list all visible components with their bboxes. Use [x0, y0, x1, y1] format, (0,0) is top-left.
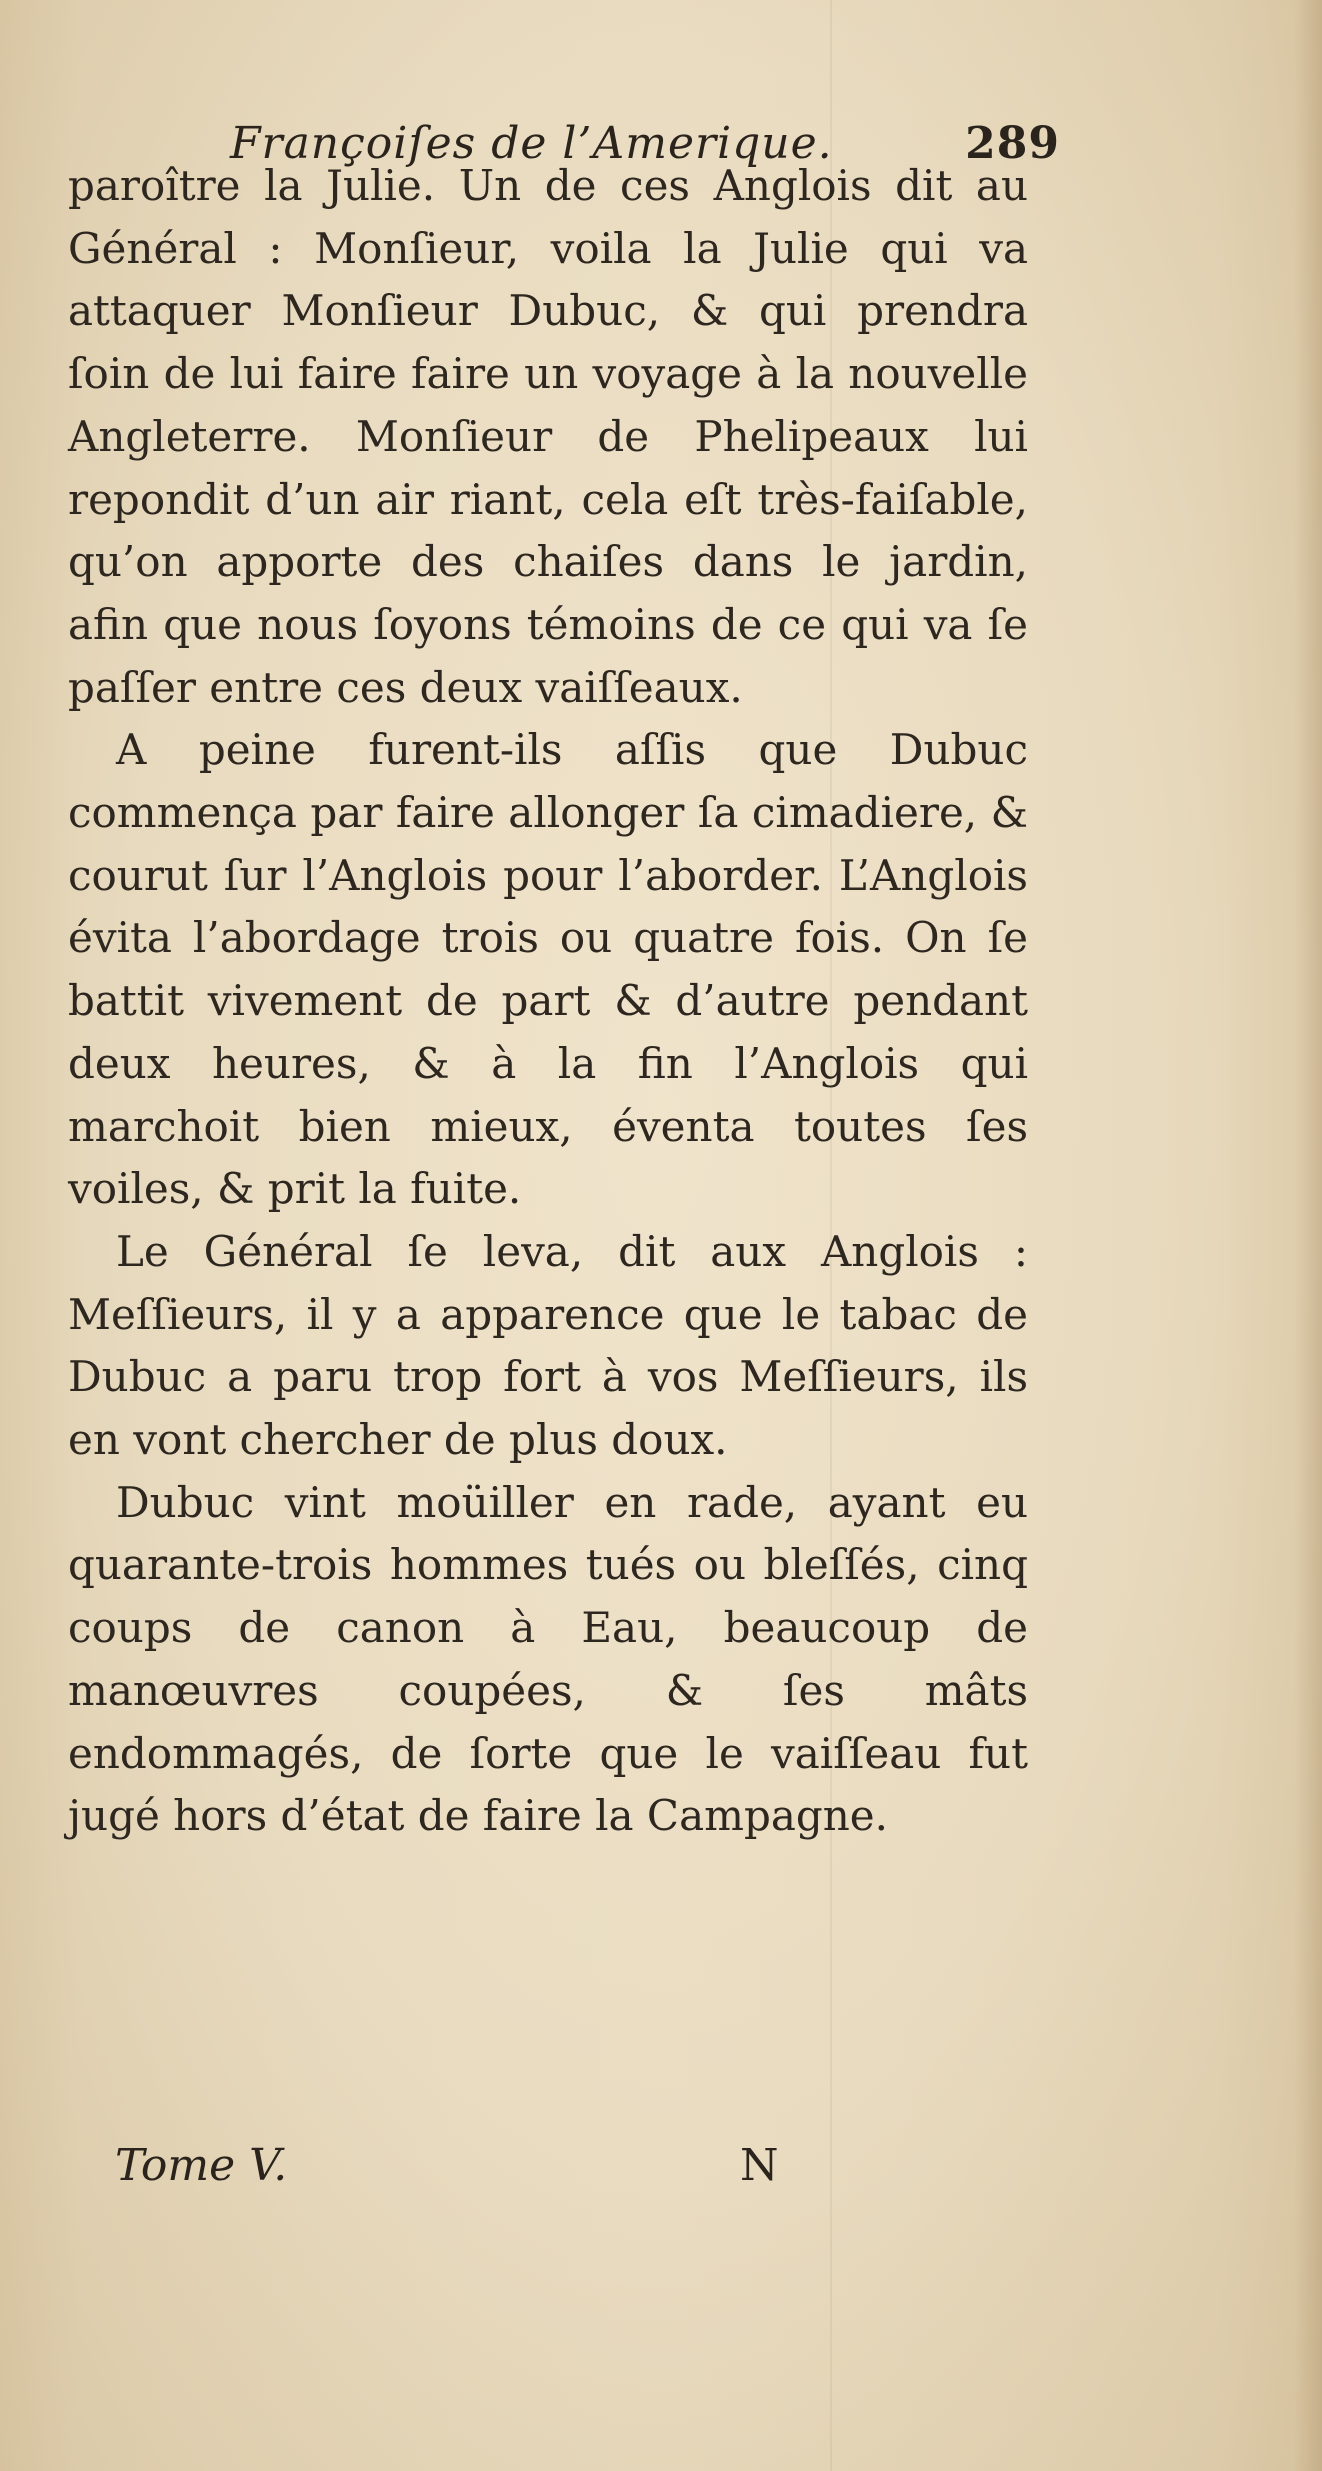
paragraph-2: A peine furent-ils aſſis que Dubuc commença par faire allonger ſa cimadiere, & courut ſur l’Anglois pour l’aborder. L’Anglois évita l’abordage trois ou quatre fois. On ſe battit vivement de part & d’autre pendant deux heures, & à la fin l’Anglois qui marchoit bien mieux, éventa toutes ſes voiles, & prit la fuite.	[68, 725, 1028, 1214]
paragraph-3: Le Général ſe leva, dit aux Anglois : Meſſieurs, il y a apparence que le tabac de Dubuc a paru trop fort à vos Meſſieurs, ils en vont chercher de plus doux.	[68, 1226, 1028, 1465]
paragraph-4: Dubuc vint moüiller en rade, ayant eu quarante-trois hommes tués ou bleſſés, cinq coups de canon à Eau, beaucoup de manœuvres coupées, & ſes mâts endommagés, de ſorte que le vaiſſeau fut jugé hors d’état de faire la Campagne.	[68, 1477, 1028, 1841]
page-edge-shadow	[1294, 0, 1322, 2471]
body-text	[68, 155, 1028, 1848]
paragraph-1: paroître la Julie. Un de ces Anglois dit au Général : Monſieur, voila la Julie qui va attaquer Monſieur Dubuc, & qui prendra ſoin de lui faire faire un voyage à la nouvelle Angleterre. Monſieur de Phelipeaux lui repondit d’un air riant, cela eſt très-faiſable, qu’on apporte des chaiſes dans le jardin, afin que nous ſoyons témoins de ce qui va ſe paſſer entre ces deux vaiſſeaux.	[68, 161, 1028, 712]
page-footer	[115, 2140, 815, 2210]
signature-mark: N	[740, 2140, 779, 2191]
page-number: 289	[965, 118, 1060, 169]
running-title: Françoiſes de l’Amerique.	[230, 118, 833, 169]
volume-label: Tome V.	[115, 2140, 288, 2191]
